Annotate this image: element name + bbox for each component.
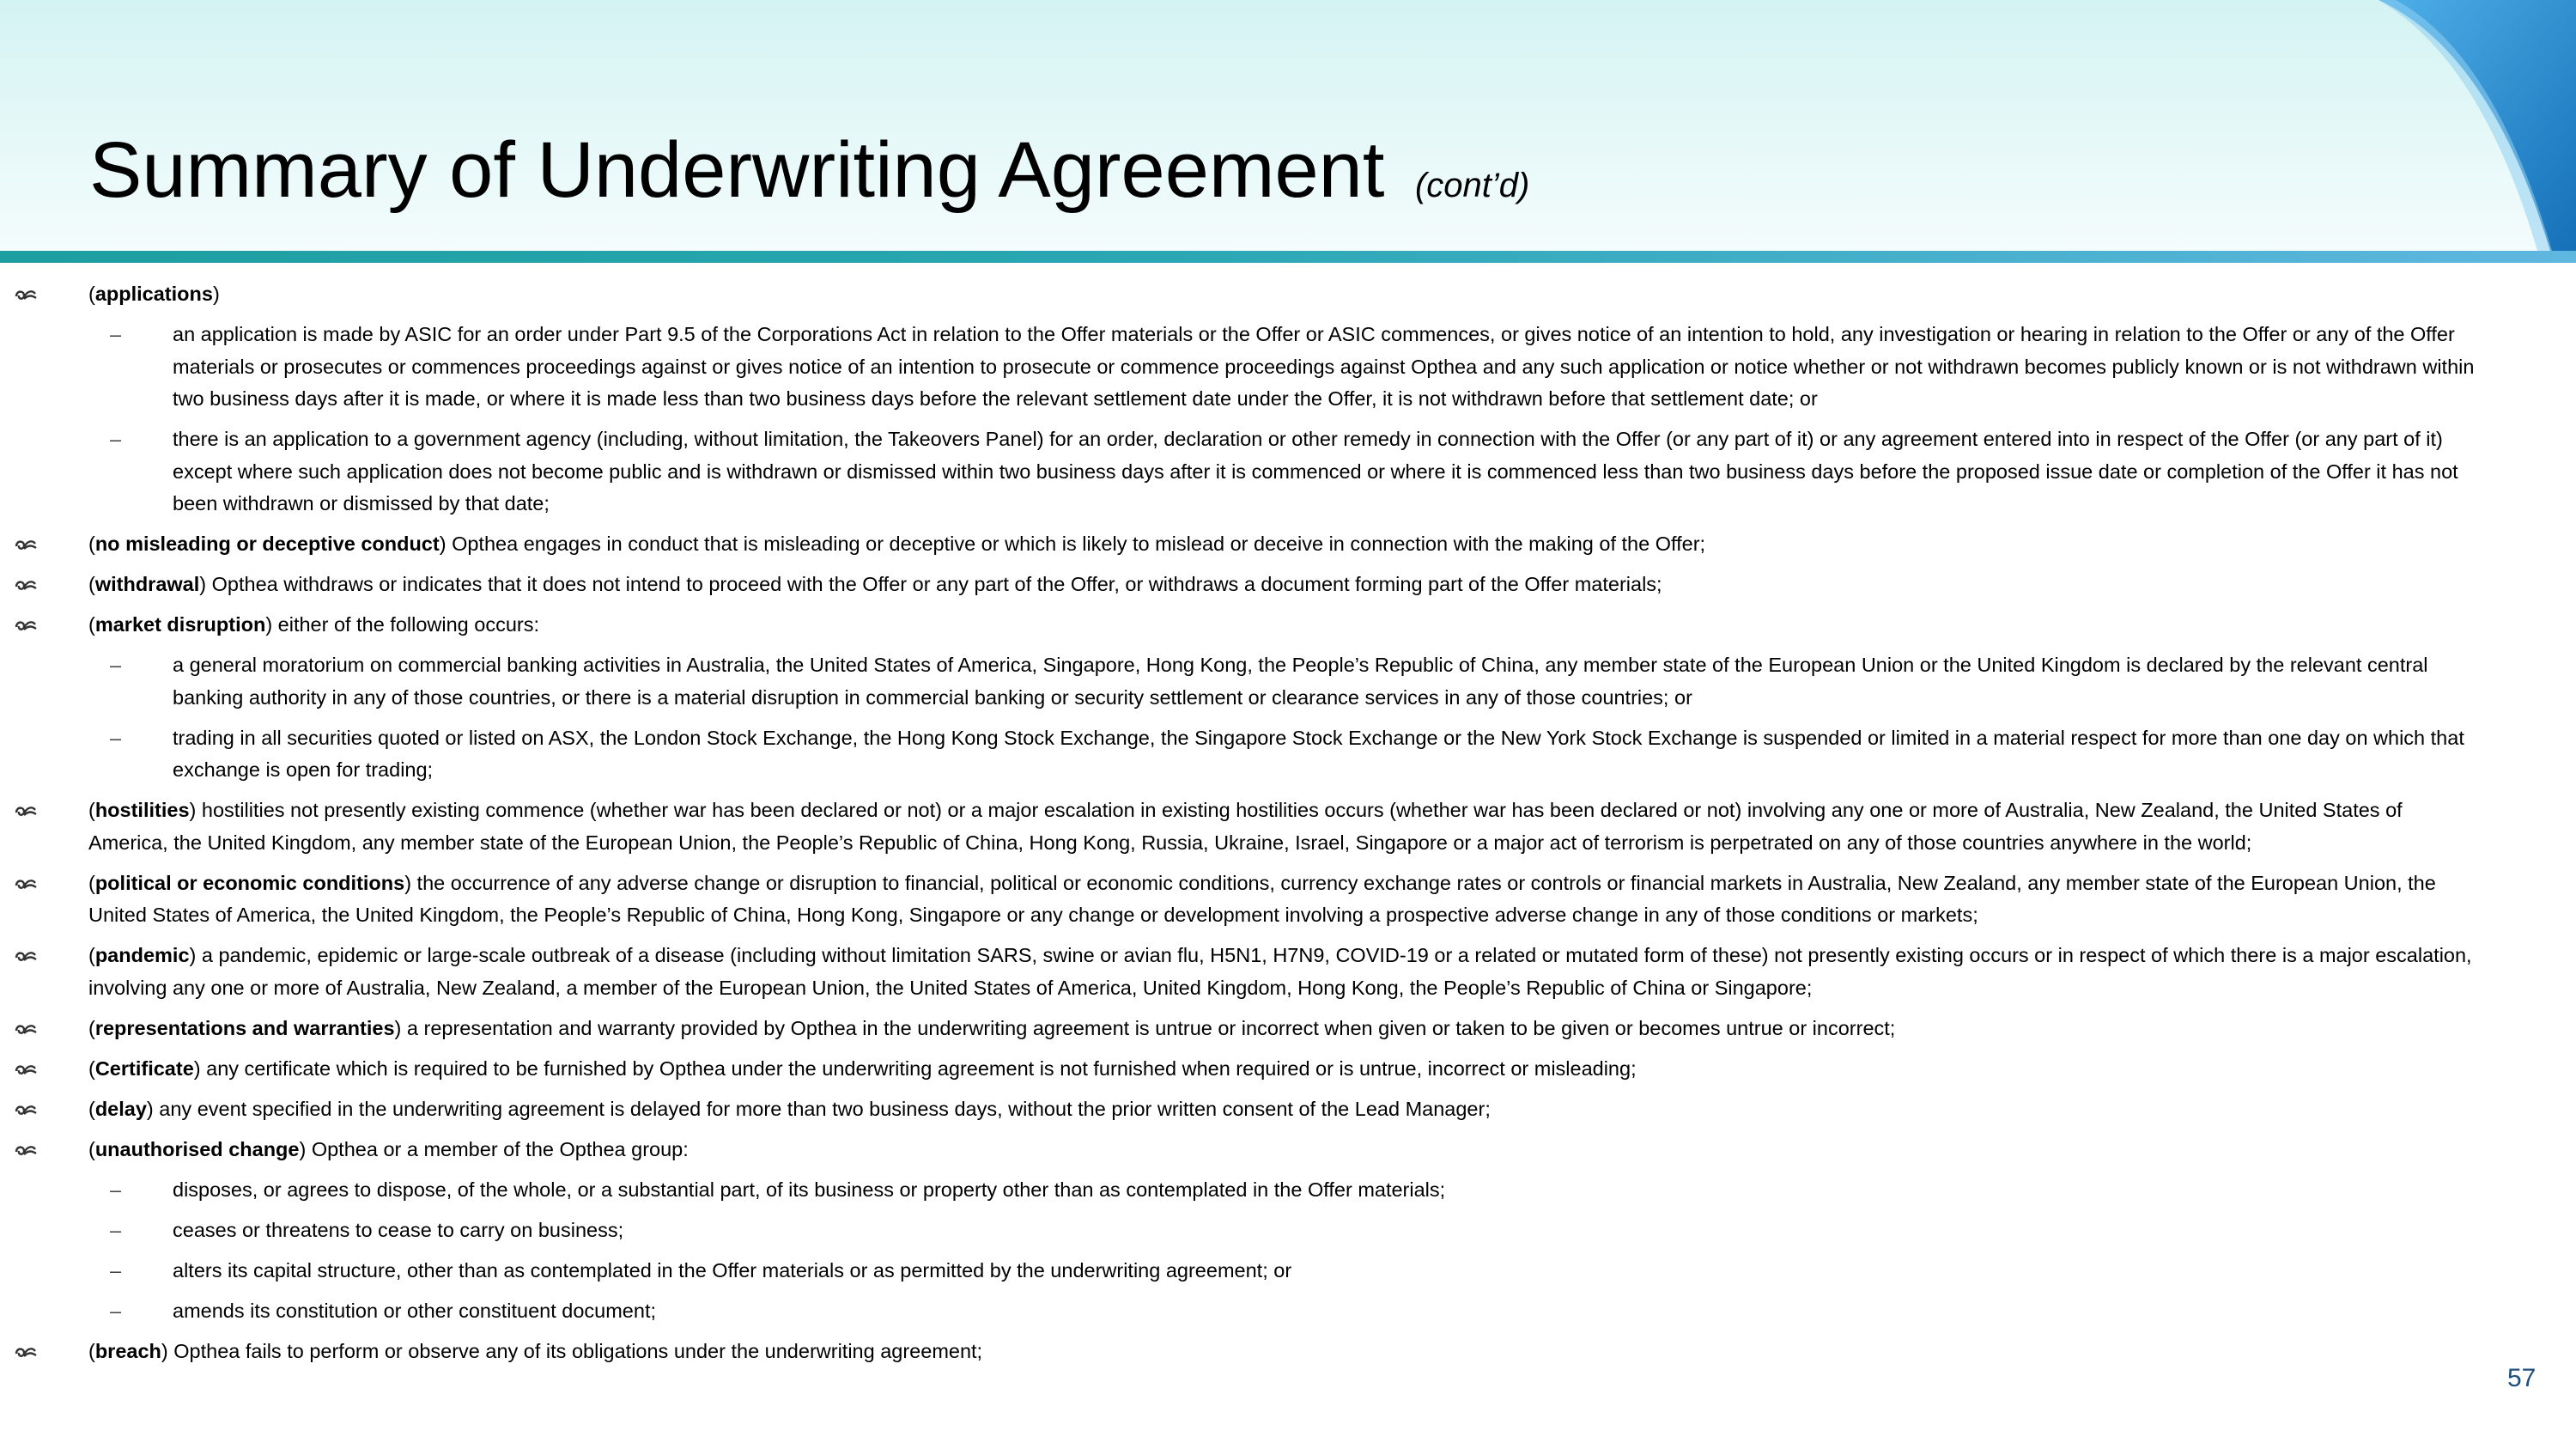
sub-clause-text: a general moratorium on commercial banking activities in Australia, the United States of America, Singapore, Hong Kong, the People’s Republic of China, any member state of the European Union or the United Kingdom is declared by the relevant central banking authority in any of those countries, or there is a material disruption in commercial banking or security settlement or clearance services in any of those countries; or xyxy=(173,654,2428,709)
dash-bullet-icon: – xyxy=(110,1218,122,1241)
clause-close: ) xyxy=(394,1016,402,1039)
clause-open: ( xyxy=(88,283,95,305)
clause-item xyxy=(0,868,2490,932)
clause-close: ) xyxy=(193,1056,201,1080)
curly-bullet-icon xyxy=(14,569,39,600)
clause-text: Opthea engages in conduct that is misleading or deceptive or which is likely to mislead or deceive in connection with the making of the Offer; xyxy=(446,533,1706,555)
clause-term: representations and warranties xyxy=(94,1016,395,1039)
clause-close: ) xyxy=(189,799,197,821)
dash-bullet-icon: – xyxy=(110,726,122,749)
sub-clause-item xyxy=(0,1295,2490,1328)
page-title-suffix: (cont’d) xyxy=(1414,167,1530,204)
curly-bullet-icon xyxy=(14,1093,39,1125)
curly-bullet-icon xyxy=(14,1053,39,1085)
page-number: 57 xyxy=(2507,1364,2537,1392)
sub-clause-item xyxy=(0,319,2490,416)
sub-clause-text: disposes, or agrees to dispose, of the whole, or a substantial part, of its business or property other than as contemplated in the Offer materials; xyxy=(173,1178,1446,1201)
clause-close: ) xyxy=(146,1097,154,1120)
clause-term: no misleading or deceptive conduct xyxy=(94,533,440,555)
slide-header xyxy=(0,0,2576,251)
sub-clause-text: amends its constitution or other constituent document; xyxy=(173,1299,657,1322)
curly-bullet-icon xyxy=(14,1336,39,1367)
clause-text: a representation and warranty provided by Opthea in the underwriting agreement is untrue or incorrect when given or taken to be given or becomes untrue or incorrect; xyxy=(401,1016,1896,1039)
sub-clause-item xyxy=(0,1255,2490,1288)
clause-item xyxy=(0,940,2490,1004)
page-title xyxy=(89,119,1529,237)
curly-bullet-icon xyxy=(14,1013,39,1044)
sub-clause-text: there is an application to a government agency (including, without limitation, the Takeovers Panel) for an order, declaration or other remedy in connection with the Offer (or any part of it) or any agreement entered into in respect of the Offer (or any part of it) except where such application does not become public and is withdrawn or dismissed within two business days after it is commenced or where it is commenced less than two business days before the proposed issue date or completion of the Offer it has not been withdrawn or dismissed by that date; xyxy=(173,428,2458,514)
clause-text: Opthea fails to perform or observe any of its obligations under the underwriting agreement; xyxy=(167,1339,983,1362)
sub-clause-text: an application is made by ASIC for an order under Part 9.5 of the Corporations Act in relation to the Offer materials or the Offer or ASIC commences, or gives notice of an intention to hold, any investigation or hearing in relation to the Offer or any of the Offer materials or prosecutes or commences proceedings against or gives notice of an intention to prosecute or commence proceedings against Opthea and any such application or notice whether or not withdrawn becomes publicly known or is not withdrawn within two business days after it is made, or where it is made less than two business days before the relevant settlement date under the Offer, it is not withdrawn before that settlement date; or xyxy=(173,323,2475,410)
clause-open: ( xyxy=(88,533,95,555)
dash-bullet-icon: – xyxy=(110,323,122,345)
curly-bullet-icon xyxy=(14,868,39,899)
clause-item xyxy=(0,278,2490,311)
clause-term: political or economic conditions xyxy=(94,871,405,894)
dash-bullet-icon: – xyxy=(110,428,122,450)
clause-term: hostilities xyxy=(94,799,190,821)
clause-open: ( xyxy=(88,799,95,821)
header-rule xyxy=(0,251,2576,263)
clause-open: ( xyxy=(88,1097,95,1120)
clause-close: ) xyxy=(439,533,447,555)
clause-text: any event specified in the underwriting agreement is delayed for more than two business days, without the prior written consent of the Lead Manager; xyxy=(153,1097,1491,1120)
clause-close: ) xyxy=(212,283,220,305)
clause-list xyxy=(0,278,2490,1376)
clause-close: ) xyxy=(404,871,412,894)
clause-text: either of the following occurs: xyxy=(272,613,540,636)
clause-item xyxy=(0,1013,2490,1045)
clause-text: hostilities not presently existing commence (whether war has been declared or not) or a major escalation in existing hostilities occurs (whether war has been declared or not) involving any one or more of Australia, New Zealand, the United States of America, the United Kingdom, any member state of the European Union, the People’s Republic of China, Hong Kong, Russia, Ukraine, Israel, Singapore or a major act of terrorism is perpetrated on any of those countries anywhere in the world; xyxy=(88,799,2403,854)
curly-bullet-icon xyxy=(14,1134,39,1166)
clause-item xyxy=(0,1336,2490,1368)
sub-clause-text: trading in all securities quoted or listed on ASX, the London Stock Exchange, the Hong Kong Stock Exchange, the Singapore Stock Exchange or the New York Stock Exchange is suspended or limited in a material respect for more than one day on which that exchange is open for trading; xyxy=(173,726,2464,781)
clause-term: Certificate xyxy=(94,1056,194,1080)
clause-open: ( xyxy=(88,1056,95,1080)
clause-item xyxy=(0,1053,2490,1086)
curly-bullet-icon xyxy=(14,609,39,641)
dash-bullet-icon: – xyxy=(110,654,122,676)
curly-bullet-icon xyxy=(14,528,39,560)
clause-term: delay xyxy=(94,1097,147,1120)
clause-item xyxy=(0,795,2490,859)
corner-swoosh-graphic xyxy=(2353,0,2576,251)
sub-clause-item xyxy=(0,649,2490,714)
clause-open: ( xyxy=(88,573,95,595)
clause-term: pandemic xyxy=(94,944,190,966)
dash-bullet-icon: – xyxy=(110,1178,122,1201)
clause-open: ( xyxy=(88,871,95,894)
clause-open: ( xyxy=(88,1016,95,1039)
clause-text: a pandemic, epidemic or large-scale outbreak of a disease (including without limitation SARS, swine or avian flu, H5N1, H7N9, COVID-19 or a related or mutated form of these) not presently existing occurs or in respect of which there is a major escalation, involving any one or more of Australia, New Zealand, a member of the European Union, the United States of America, United Kingdom, Hong Kong, the People’s Republic of China or Singapore; xyxy=(88,944,2472,999)
clause-term: breach xyxy=(94,1339,161,1362)
clause-close: ) xyxy=(199,573,207,595)
clause-text: any certificate which is required to be furnished by Opthea under the underwriting agreement is not furnished when required or is untrue, incorrect or misleading; xyxy=(200,1056,1637,1080)
clause-close: ) xyxy=(265,613,273,636)
sub-clause-text: alters its capital structure, other than as contemplated in the Offer materials or as permitted by the underwriting agreement; or xyxy=(173,1258,1292,1282)
sub-clause-item xyxy=(0,722,2490,787)
clause-item xyxy=(0,609,2490,642)
clause-open: ( xyxy=(88,944,95,966)
clause-item xyxy=(0,569,2490,601)
clause-open: ( xyxy=(88,1339,95,1362)
clause-close: ) xyxy=(189,944,197,966)
curly-bullet-icon xyxy=(14,940,39,971)
clause-open: ( xyxy=(88,1137,95,1160)
clause-term: market disruption xyxy=(94,613,266,636)
page-title-text: Summary of Underwriting Agreement xyxy=(89,126,1385,214)
dash-bullet-icon: – xyxy=(110,1258,122,1282)
sub-clause-item xyxy=(0,1215,2490,1247)
sub-clause-item xyxy=(0,1174,2490,1207)
clause-term: unauthorised change xyxy=(94,1137,300,1160)
sub-clause-text: ceases or threatens to cease to carry on business; xyxy=(173,1218,624,1241)
clause-term: withdrawal xyxy=(94,573,200,595)
clause-item xyxy=(0,528,2490,561)
clause-term: applications xyxy=(94,283,213,305)
curly-bullet-icon xyxy=(14,278,39,310)
curly-bullet-icon xyxy=(14,795,39,826)
clause-text: Opthea withdraws or indicates that it does not intend to proceed with the Offer or any part of the Offer, or withdraws a document forming part of the Offer materials; xyxy=(206,573,1662,595)
clause-close: ) xyxy=(161,1339,168,1362)
dash-bullet-icon: – xyxy=(110,1299,122,1322)
sub-clause-item xyxy=(0,423,2490,521)
clause-close: ) xyxy=(299,1137,307,1160)
clause-item xyxy=(0,1093,2490,1126)
clause-item xyxy=(0,1134,2490,1166)
clause-open: ( xyxy=(88,613,95,636)
clause-text: the occurrence of any adverse change or disruption to financial, political or economic conditions, currency exchange rates or controls or financial markets in Australia, New Zealand, any member state of the European Union, the United States of America, the United Kingdom, the People’s Republic of China, Hong Kong, Singapore or any change or development involving a prospective adverse change in any of those conditions or markets; xyxy=(88,871,2436,926)
clause-text: Opthea or a member of the Opthea group: xyxy=(306,1137,689,1160)
